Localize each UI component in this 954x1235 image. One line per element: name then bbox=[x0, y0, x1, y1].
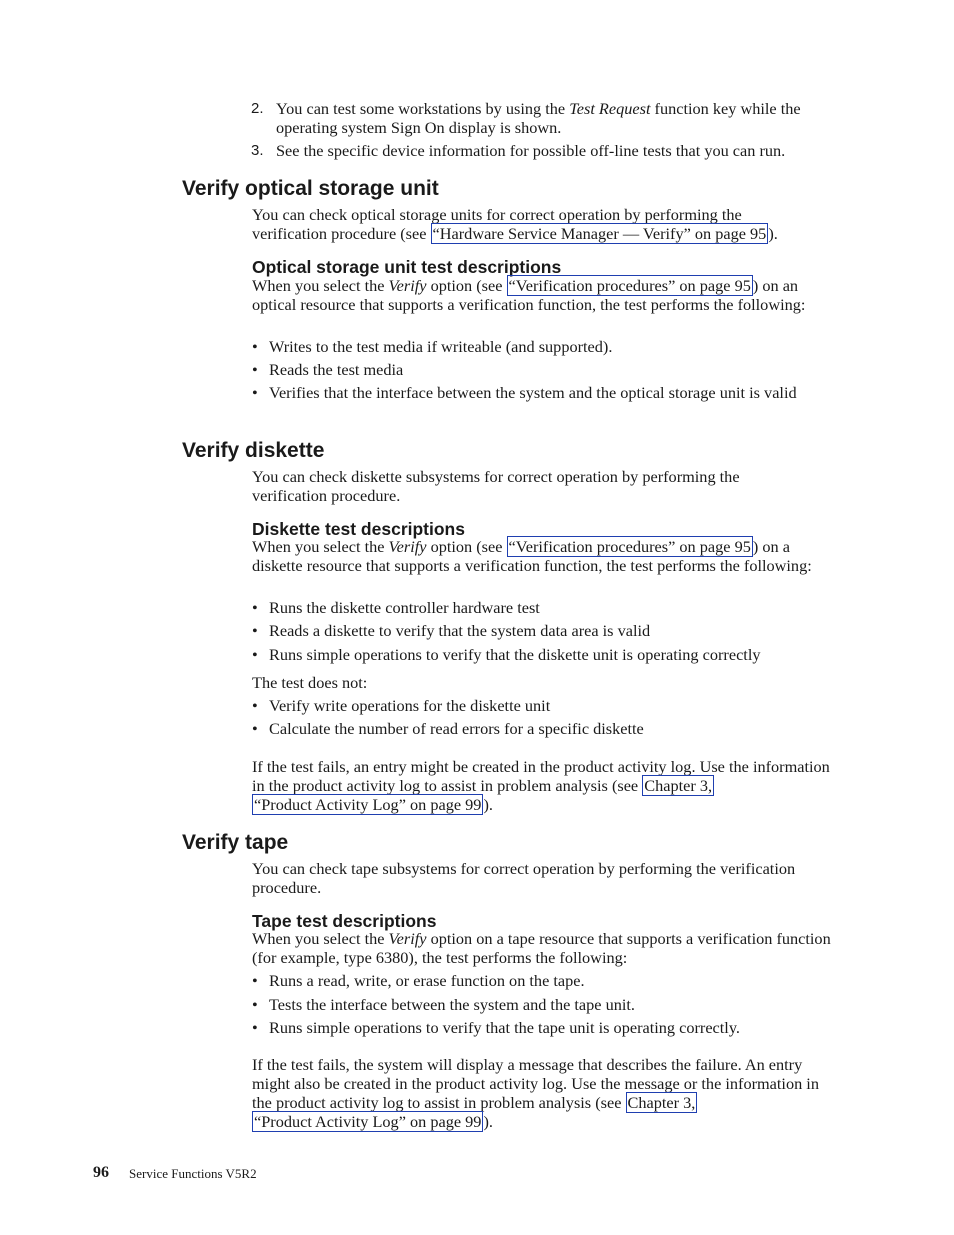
link-verification-procedures[interactable]: “Verification procedures” on page 95 bbox=[508, 537, 751, 556]
subheading-diskette-tests: Diskette test descriptions bbox=[252, 519, 465, 539]
link-hsm-verify[interactable]: “Hardware Service Manager — Verify” on page 95 bbox=[432, 224, 767, 243]
tape-desc: When you select the Verify option on a tape resource that supports a verification function (for example, type 6380), the test performs the following: bbox=[252, 929, 831, 967]
section-heading-tape: Verify tape bbox=[182, 831, 289, 854]
bullet-icon: • bbox=[252, 337, 258, 356]
footer-title: Service Functions V5R2 bbox=[129, 1166, 257, 1181]
item-number: 3. bbox=[251, 142, 264, 159]
item-text: See the specific device information for possible off-line tests that you can run. bbox=[276, 141, 786, 160]
page-number: 96 bbox=[93, 1164, 109, 1181]
item-text-rest: function key while the operating system Sign On display is shown. bbox=[276, 99, 801, 137]
tape-failure-paragraph: If the test fails, the system will display a message that describes the failure. An entry might also be created in the product activity log. Use the message or the information in the product activity log to assist in problem analysis (see Chapter 3, “Product Activity Log” on page 99 ). bbox=[252, 1055, 819, 1131]
bullet-icon: • bbox=[252, 719, 258, 738]
section-heading-diskette: Verify diskette bbox=[182, 439, 325, 462]
bullet-icon: • bbox=[252, 696, 258, 715]
bullet-icon: • bbox=[252, 383, 258, 402]
bullet-icon: • bbox=[252, 971, 258, 990]
bullet-icon: • bbox=[252, 598, 258, 617]
link-chapter-3[interactable]: Chapter 3, bbox=[627, 1093, 696, 1112]
subheading-tape-tests: Tape test descriptions bbox=[252, 911, 437, 931]
link-verification-procedures[interactable]: “Verification procedures” on page 95 bbox=[508, 276, 751, 295]
diskette-failure-paragraph: If the test fails, an entry might be created in the product activity log. Use the information in the product activity log to assist in problem analysis (see Chapter 3, “Product Activity Log” on page 99 ). bbox=[252, 757, 830, 814]
section-heading-optical: Verify optical storage unit bbox=[182, 177, 439, 200]
diskette-desc: When you select the Verify option (see “Verification procedures” on page 95 ) on a diskette resource that supports a verification function, the test performs the following: bbox=[252, 537, 812, 575]
bullet-icon: • bbox=[252, 645, 258, 664]
bullet-icon: • bbox=[252, 360, 258, 379]
document-page: 2. You can test some workstations by using the Test Request function key while the operating system Sign On display is shown. 3. See the specific device information for possible off-line tests that you can run. Verify optical storage unit You can check optical storage units for correct operation by performing the verification procedure (see “Hardware Service Manager — Verify” on page 95 ). Optical storage unit test descriptions When you select the Verify option (see “Verification procedures” on page 95 ) on an optical resource that supports a verification function, the test performs the following: • Writes to the test media if writeable (and supported). • Reads the test media • Verifies that the interface between the system and the optical storage unit is valid Verify diskette You can check diskette subsystems for correct operation by performing the verification procedure. Diskette test descriptions When you select the Verify option (see “Verification procedures” on page 95 ) on a diskette resource that supports a verification function, the test performs the following: • Runs the diskette controller hardware test • Reads a diskette to verify that the system data area is valid • Runs simple operations to verify that the diskette unit is operating correctly The test does not: • Verify write operations for the diskette unit • Calculate the number of read errors for a specific diskette If the test fails, an entry might be created in the product activity log. Use the information in the product activity log to assist in problem analysis (see Chapter 3, “Product Activity Log” on page 99 ). Verify tape You can check tape subsystems for correct operation by performing the verification procedure. Tape test descriptions When you select the Verify option on a tape resource that supports a verification function (for example, type 6380), the test performs the following: • Runs a read, write, or erase function on the tape. • Tests the interface between the system and the tape unit. • Runs simple operations to verify that the tape unit is operating correctly. If the test fails, the system will display a message that describes the failure. An entry might also be created in the product activity log. Use the message or the information in the product activity log to assist in problem analysis (see Chapter 3, “Product Activity Log” on page 99 ). 96 Service Functions V5R2 bbox=[0, 0, 954, 1235]
bullet-icon: • bbox=[252, 995, 258, 1014]
item-number: 2. bbox=[251, 100, 264, 117]
link-product-activity-log[interactable]: “Product Activity Log” on page 99 bbox=[254, 1112, 482, 1131]
subheading-optical-tests: Optical storage unit test descriptions bbox=[252, 257, 562, 277]
diskette-intro: You can check diskette subsystems for correct operation by performing the verification procedure. bbox=[252, 467, 740, 505]
does-not-label: The test does not: bbox=[252, 673, 368, 692]
item-emphasis: Test Request bbox=[569, 99, 651, 118]
bullet-icon: • bbox=[252, 1018, 258, 1037]
item-text: You can test some workstations by using the bbox=[276, 99, 570, 118]
tape-intro: You can check tape subsystems for correct operation by performing the verification procedure. bbox=[252, 859, 796, 897]
optical-desc: When you select the Verify option (see “Verification procedures” on page 95 ) on an optical resource that supports a verification function, the test performs the following: bbox=[252, 276, 806, 314]
link-product-activity-log[interactable]: “Product Activity Log” on page 99 bbox=[254, 795, 482, 814]
optical-intro: You can check optical storage units for correct operation by performing the verification procedure (see “Hardware Service Manager — Verify” on page 95 ). bbox=[252, 205, 778, 243]
link-chapter-3[interactable]: Chapter 3, bbox=[644, 776, 713, 795]
bullet-icon: • bbox=[252, 621, 258, 640]
